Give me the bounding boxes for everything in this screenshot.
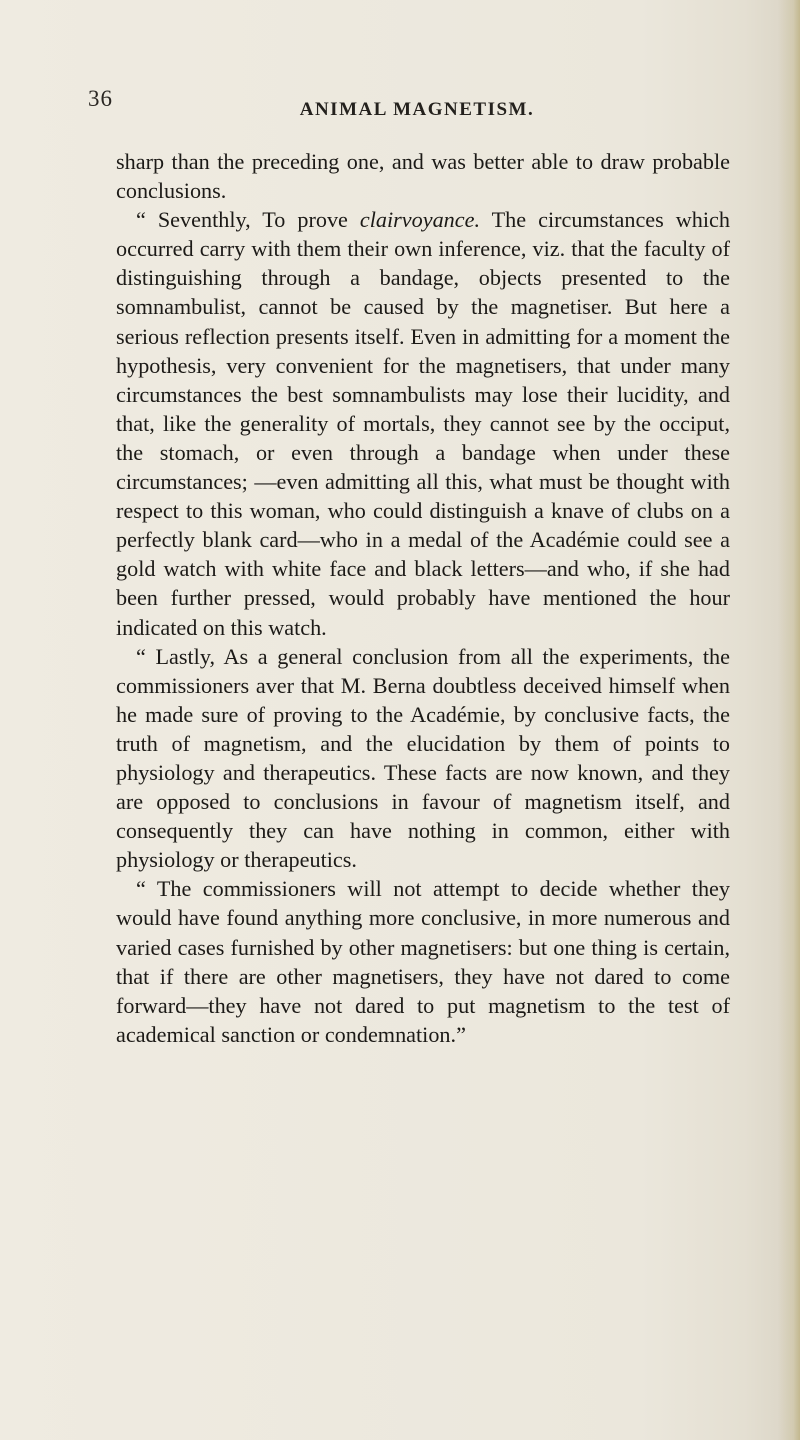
body-text xyxy=(116,147,730,1049)
paragraph-continuation: sharp than the preceding one, and was better able to draw probable conclusions. xyxy=(116,149,730,204)
paragraph-commissioners: “ The commissioners will not attempt to decide whether they would have found anything more conclusive, in more numerous and varied cases furnished by other magnetisers: but one thing is certain, that if there are other magnetisers, they have not dared to come forward—they have not dared to put magnetism to the test of academical sanction or condemnation.” xyxy=(116,876,730,1047)
page-edge-shading xyxy=(778,0,800,1440)
paragraph-seventhly-lead: “ Seventhly, To prove xyxy=(136,207,360,233)
page-number: 36 xyxy=(88,86,113,111)
clairvoyance-emphasis: clairvoyance. xyxy=(359,207,481,233)
paragraph-seventhly xyxy=(116,205,730,641)
paragraph-seventhly-body: The circumstances which occurred carry with them their own inference, viz. that the faculty of distinguishing through a bandage, objects presented to the somnambulist, cannot be caused by the magnetiser. But here a serious reflection presents itself. Even in admitting for a moment the hypothesis, very convenient for the magnetisers, that under many circumstances the best somnambulists may lose their lucidity, and that, like the generality of mortals, they cannot see by the occiput, the stomach, or even through a bandage when under these circumstances; —even admitting all this, what must be thought with respect to this woman, who could distinguish a knave of clubs on a perfectly blank card—who in a medal of the Académie could see a gold watch with white face and black letters—and who, if she had been further pressed, would probably have mentioned the hour indicated on this watch. xyxy=(116,207,730,640)
running-head xyxy=(0,99,800,121)
paragraph-lastly: “ Lastly, As a general conclusion from all the experiments, the commissioners aver that M. Berna doubtless deceived himself when he made sure of proving to the Académie, by conclusive facts, the truth of magnetism, and the elucidation by them of points to physiology and therapeutics. These facts are now known, and they are opposed to conclusions in favour of magnetism itself, and consequently they can have nothing in common, either with physiology or therapeutics. xyxy=(116,643,730,873)
running-head-title: ANIMAL MAGNETISM. xyxy=(299,99,535,120)
